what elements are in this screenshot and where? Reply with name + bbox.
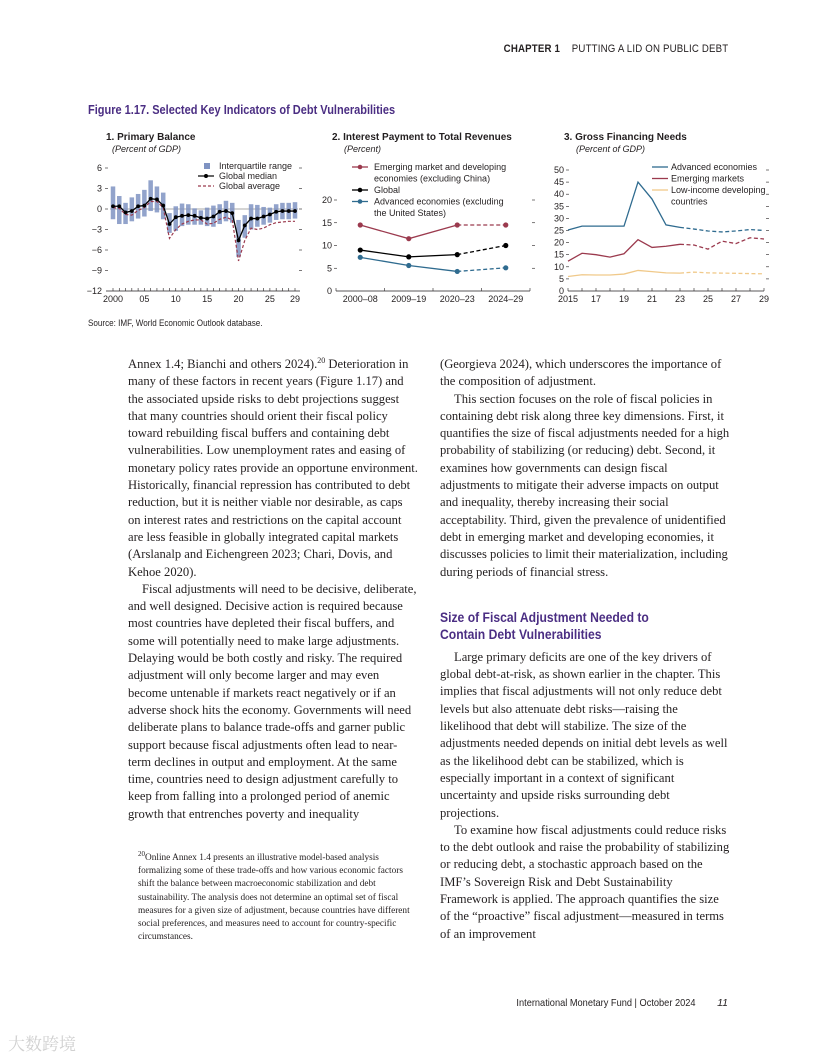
legend-label: Global average <box>219 181 281 191</box>
legend-label: Advanced economies (excluding <box>374 196 504 207</box>
median-point <box>249 217 253 221</box>
x-tick-label: 15 <box>202 294 213 304</box>
series-point <box>503 243 508 248</box>
chart-title: 3. Gross Financing Needs <box>564 132 687 143</box>
series-point <box>503 265 508 270</box>
series-line-actual <box>568 182 680 230</box>
paragraph-text: Annex 1.4; Bianchi and others 2024). <box>128 357 318 371</box>
legend-label: economies (excluding China) <box>374 173 491 184</box>
legend-marker <box>358 188 363 193</box>
figure-title: Figure 1.17. Selected Key Indicators of Debt Vulnerabilities <box>88 103 396 117</box>
series-point <box>406 254 411 259</box>
y-tick-label: 45 <box>553 177 564 188</box>
chart-panel-gross-financing <box>554 128 774 313</box>
y-tick-label: 15 <box>321 217 332 228</box>
median-point <box>124 211 128 215</box>
y-tick-label: 10 <box>321 240 332 251</box>
chart-title: 1. Primary Balance <box>106 132 196 143</box>
median-point <box>237 239 241 243</box>
y-tick-label: 6 <box>96 163 102 173</box>
median-point <box>149 197 153 201</box>
paragraph <box>128 356 418 581</box>
y-tick-label: 20 <box>553 237 564 248</box>
y-tick-label: 0 <box>558 286 564 296</box>
median-point <box>180 214 184 218</box>
chart-panel-primary-balance <box>88 128 308 313</box>
chart-subtitle: (Percent) <box>344 144 382 154</box>
section-heading <box>440 609 701 643</box>
median-point <box>287 209 291 213</box>
x-tick-label: 27 <box>730 294 742 304</box>
series-point <box>358 255 363 260</box>
median-point <box>142 204 146 208</box>
publisher-line: International Monetary Fund | October 2024 <box>516 997 696 1009</box>
legend-marker <box>358 165 363 170</box>
x-tick-label: 21 <box>646 294 658 304</box>
y-tick-label: 25 <box>553 225 564 236</box>
series-point <box>358 222 363 227</box>
x-tick-label: 2000 <box>102 294 124 304</box>
median-point <box>117 204 121 208</box>
footnote <box>138 849 418 944</box>
x-tick-label: 25 <box>264 294 275 304</box>
legend-label: Emerging markets <box>671 173 745 184</box>
chart-panel-interest-payment <box>322 128 542 313</box>
series-point <box>406 263 411 268</box>
x-tick-label: 2024–29 <box>488 294 524 304</box>
footnote-ref[interactable]: 20 <box>317 355 326 365</box>
chart-title: 2. Interest Payment to Total Revenues <box>332 132 512 143</box>
y-tick-label: 50 <box>553 165 564 175</box>
median-point <box>130 209 134 213</box>
median-point <box>205 217 209 221</box>
paragraph: (Georgieva 2024), which underscores the importance of the composition of adjustment. <box>440 357 722 389</box>
series-line-projection <box>680 272 764 274</box>
page-number: 11 <box>717 997 728 1009</box>
x-tick-label: 20 <box>233 294 244 304</box>
series-point <box>406 236 411 241</box>
median-point <box>161 204 165 208</box>
median-point <box>274 210 278 214</box>
iqr-bar <box>111 186 116 219</box>
series-line-projection <box>457 246 506 255</box>
paragraph: Large primary deficits are one of the key drivers of global debt-at-risk, as shown earlier in the chapter. This implies that fiscal adjustments will not only reduce debt levels but also attenuate debt risks—raising the likelihood that debt will stabilize. The size of the adjustments needed depends on initial debt levels as well as the likelihood debt can be stabilized, which is especially important in a context of significant uncertainty and upside risks surrounding debt projections. <box>440 649 728 820</box>
median-point <box>224 209 228 213</box>
chart-subtitle: (Percent of GDP) <box>112 144 182 154</box>
section-heading-line: Contain Debt Vulnerabilities <box>440 626 602 642</box>
legend-label: Interquartile range <box>219 161 293 171</box>
page-footer <box>492 997 728 1009</box>
median-point <box>174 215 178 219</box>
legend-marker-median <box>204 174 208 178</box>
footnote-number: 20 <box>138 849 145 858</box>
x-tick-label: 25 <box>702 294 714 304</box>
median-point <box>168 222 172 226</box>
legend-label: Low-income developing <box>671 185 766 195</box>
series-point <box>358 247 363 252</box>
x-tick-label: 10 <box>170 294 181 304</box>
median-point <box>281 209 285 213</box>
y-tick-label: −9 <box>91 265 102 276</box>
body-column-left <box>128 356 418 823</box>
legend-label: countries <box>671 196 708 207</box>
y-tick-label: −6 <box>91 245 102 255</box>
median-point <box>255 217 259 221</box>
median-point <box>111 204 115 208</box>
y-tick-label: 0 <box>96 204 102 214</box>
y-tick-label: −12 <box>86 286 102 296</box>
median-point <box>186 213 190 217</box>
series-line-projection <box>680 227 764 232</box>
iqr-bar <box>217 204 222 224</box>
x-tick-label: 19 <box>618 294 630 304</box>
paragraph-text: Deterioration in many of these factors in recent years (Figure 1.17) and the associated upside risks to debt projections suggest that many countries should orient their fiscal policy toward rebuilding fiscal buffers and containing debt vulnerabilities. Low unemployment rates and easing of monetary policy rates provide an opportune environment. Historically, financial repression has contributed to debt reduction, but it is neither viable nor desirable, as caps on interest rates and restrictions on the capital account are less feasible in globally integrated capital markets (Arslanalp and Eichengreen 2023; Chari, Dovis, and Kehoe 2020). <box>128 357 418 579</box>
x-tick-label: 17 <box>590 294 602 304</box>
series-point <box>455 252 460 257</box>
x-tick-label: 23 <box>674 294 686 304</box>
series-line-projection <box>680 238 764 249</box>
median-point <box>136 204 140 208</box>
paragraph: This section focuses on the role of fiscal policies in containing debt risk along three key dimensions. First, it quantifies the size of fiscal adjustments needed for a high probability of stabilizing (or reducing) debt. Second, it examines how governments can design fiscal adjustments to mitigate their adverse impacts on output and inequality, thereby increasing their social acceptability. Third, given the prevalence of unidentified debt in emerging market and developing economies, it discusses policies to limit their materialization, including during periods of financial stress. <box>440 391 730 579</box>
gross-financing-chart <box>554 128 779 313</box>
series-point <box>455 269 460 274</box>
median-point <box>199 216 203 220</box>
y-tick-label: 40 <box>553 189 564 200</box>
series-point <box>503 222 508 227</box>
legend-label: Advanced economies <box>671 162 758 172</box>
x-tick-label: 05 <box>139 294 150 304</box>
series-line-projection <box>457 268 506 272</box>
paragraph: To examine how fiscal adjustments could reduce risks to the debt outlook and raise the probability of stabilizing or reducing debt, a stochastic approach based on the IMF’s Sovereign Risk and Debt Sustainability Framework is applied. The approach quantifies the size of the “proactive” fiscal adjustment—measured in terms of an improvement <box>440 822 730 941</box>
x-tick-label: 2020–23 <box>439 294 475 304</box>
series-line-actual <box>568 270 680 276</box>
chart-subtitle: (Percent of GDP) <box>576 144 646 154</box>
figure-source: Source: IMF, World Economic Outlook database. <box>88 318 263 328</box>
x-tick-label: 2015 <box>557 294 579 304</box>
body-column-right <box>440 356 730 943</box>
y-tick-label: 5 <box>558 273 564 284</box>
y-tick-label: 15 <box>553 249 564 260</box>
primary-balance-chart <box>88 128 308 313</box>
legend-label: Global median <box>219 171 278 181</box>
x-tick-label: 2009–19 <box>391 294 427 304</box>
chapter-label: CHAPTER 1 <box>503 43 560 55</box>
paragraph: Fiscal adjustments will need to be decisive, deliberate, and well designed. Decisive action is required because most countries have depleted their fiscal buffers, and some will potentially need to make large adjustments. Delaying would be both costly and risky. The required adjustment will only become larger and may even become untenable if markets react negatively or if an adverse shock hits the economy. Governments will need deliberate plans to balance trade-offs and garner public support because fiscal adjustments often lead to near-term declines in output and employment. At the same time, countries need to design adjustment carefully to keep from falling into a prolonged period of anemic growth that entrenches poverty and inequality <box>128 581 417 821</box>
median-point <box>212 215 216 219</box>
iqr-bar <box>255 205 260 227</box>
series-line-actual <box>568 240 680 262</box>
median-point <box>243 224 247 228</box>
median-point <box>262 215 266 219</box>
y-tick-label: 30 <box>553 213 564 224</box>
y-tick-label: 20 <box>321 195 332 205</box>
y-tick-label: 5 <box>326 263 332 274</box>
y-tick-label: 10 <box>553 261 564 272</box>
interest-payment-chart <box>322 128 547 313</box>
y-tick-label: 0 <box>326 286 332 296</box>
running-head <box>503 43 728 55</box>
legend-label: the United States) <box>374 208 447 218</box>
watermark-logo: 大数跨境 <box>8 1035 76 1055</box>
legend-label: Global <box>374 185 401 195</box>
y-tick-label: −3 <box>91 224 102 235</box>
chapter-title: PUTTING A LID ON PUBLIC DEBT <box>571 43 728 55</box>
y-tick-label: 35 <box>553 201 564 212</box>
y-tick-label: 3 <box>96 183 102 194</box>
x-tick-label: 29 <box>758 294 770 304</box>
median-point <box>293 209 297 213</box>
series-point <box>455 222 460 227</box>
x-tick-label: 29 <box>289 294 301 304</box>
legend-swatch-iqr <box>204 163 210 169</box>
median-point <box>218 210 222 214</box>
iqr-bar <box>117 196 122 224</box>
section-heading-line: Size of Fiscal Adjustment Needed to <box>440 609 649 625</box>
iqr-bar <box>148 180 153 211</box>
median-point <box>268 213 272 217</box>
legend-marker <box>358 199 363 204</box>
x-tick-label: 2000–08 <box>342 294 378 304</box>
median-point <box>155 198 159 202</box>
legend-label: Emerging market and developing <box>374 162 507 172</box>
footnote-text: Online Annex 1.4 presents an illustrative model-based analysis formalizing some of these trade-offs and how various economic factors shift the balance between macroeconomic stabilization and debt sustainability. The analysis does not determine an optimal set of fiscal measures for a given size of adjustment, because countries have different social preferences, and measures need to account for country-specific circumstances. <box>138 853 410 943</box>
median-point <box>230 211 234 215</box>
median-point <box>193 214 197 218</box>
